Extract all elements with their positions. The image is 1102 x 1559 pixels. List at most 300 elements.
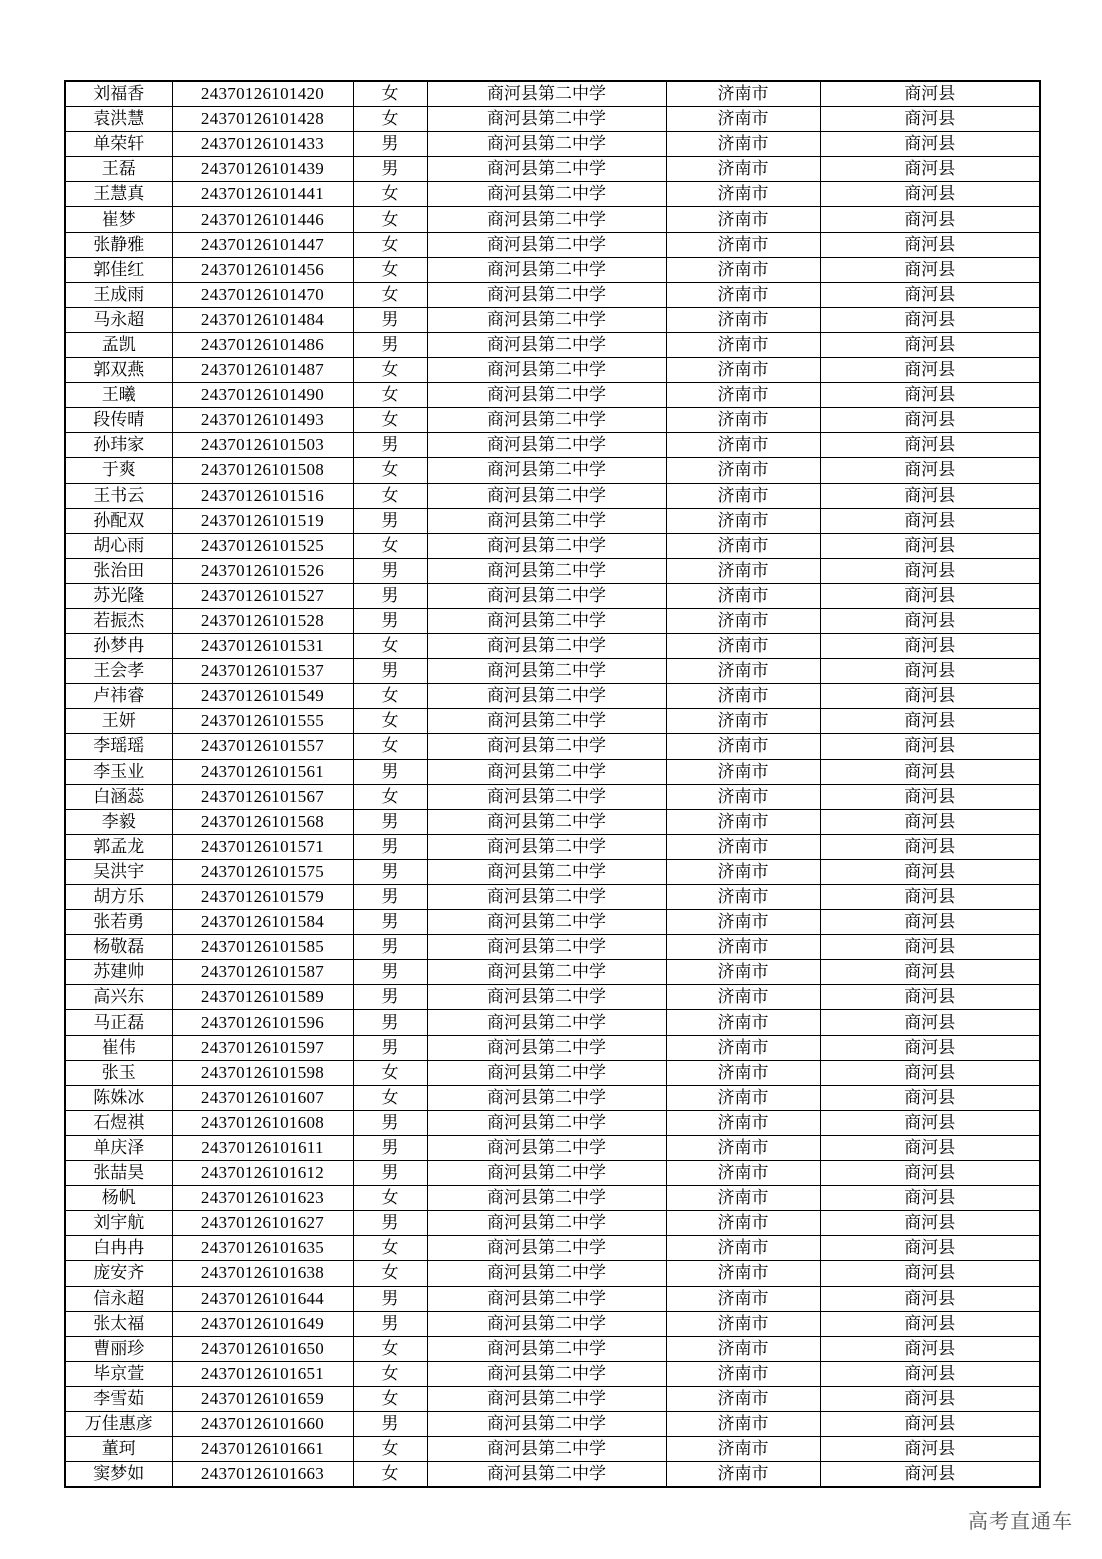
county-cell: 商河县 [820, 232, 1040, 257]
county-cell: 商河县 [820, 583, 1040, 608]
school-cell: 商河县第二中学 [427, 859, 666, 884]
exam-id-cell: 24370126101596 [172, 1010, 353, 1035]
city-cell: 济南市 [666, 1311, 820, 1336]
name-cell: 李瑶瑶 [65, 734, 172, 759]
exam-id-cell: 24370126101623 [172, 1186, 353, 1211]
exam-id-cell: 24370126101649 [172, 1311, 353, 1336]
city-cell: 济南市 [666, 458, 820, 483]
table-row [65, 859, 1040, 884]
school-cell: 商河县第二中学 [427, 182, 666, 207]
school-cell: 商河县第二中学 [427, 608, 666, 633]
school-cell: 商河县第二中学 [427, 659, 666, 684]
table-row [65, 1462, 1040, 1488]
city-cell: 济南市 [666, 1361, 820, 1386]
table-row [65, 508, 1040, 533]
county-cell: 商河县 [820, 1411, 1040, 1436]
school-cell: 商河县第二中学 [427, 1261, 666, 1286]
table-row [65, 282, 1040, 307]
name-cell: 信永超 [65, 1286, 172, 1311]
name-cell: 白涵蕊 [65, 784, 172, 809]
school-cell: 商河县第二中学 [427, 282, 666, 307]
table-row [65, 232, 1040, 257]
name-cell: 张太福 [65, 1311, 172, 1336]
school-cell: 商河县第二中学 [427, 207, 666, 232]
exam-id-cell: 24370126101627 [172, 1211, 353, 1236]
city-cell: 济南市 [666, 1060, 820, 1085]
table-row [65, 358, 1040, 383]
city-cell: 济南市 [666, 1010, 820, 1035]
exam-id-cell: 24370126101584 [172, 910, 353, 935]
gender-cell: 男 [353, 1161, 427, 1186]
school-cell: 商河县第二中学 [427, 1060, 666, 1085]
table-row [65, 458, 1040, 483]
gender-cell: 男 [353, 132, 427, 157]
name-cell: 段传晴 [65, 408, 172, 433]
exam-id-cell: 24370126101585 [172, 935, 353, 960]
table-row [65, 608, 1040, 633]
name-cell: 李毅 [65, 809, 172, 834]
school-cell: 商河县第二中学 [427, 1361, 666, 1386]
school-cell: 商河县第二中学 [427, 834, 666, 859]
school-cell: 商河县第二中学 [427, 533, 666, 558]
name-cell: 若振杰 [65, 608, 172, 633]
county-cell: 商河县 [820, 1311, 1040, 1336]
school-cell: 商河县第二中学 [427, 232, 666, 257]
name-cell: 王慧真 [65, 182, 172, 207]
county-cell: 商河县 [820, 985, 1040, 1010]
table-row [65, 985, 1040, 1010]
school-cell: 商河县第二中学 [427, 910, 666, 935]
gender-cell: 男 [353, 1411, 427, 1436]
school-cell: 商河县第二中学 [427, 107, 666, 132]
county-cell: 商河县 [820, 885, 1040, 910]
name-cell: 张喆昊 [65, 1161, 172, 1186]
city-cell: 济南市 [666, 759, 820, 784]
exam-id-cell: 24370126101433 [172, 132, 353, 157]
school-cell: 商河县第二中学 [427, 458, 666, 483]
school-cell: 商河县第二中学 [427, 1462, 666, 1488]
exam-id-cell: 24370126101516 [172, 483, 353, 508]
county-cell: 商河县 [820, 684, 1040, 709]
name-cell: 吴洪宇 [65, 859, 172, 884]
school-cell: 商河县第二中学 [427, 1186, 666, 1211]
gender-cell: 女 [353, 107, 427, 132]
county-cell: 商河县 [820, 910, 1040, 935]
exam-id-cell: 24370126101493 [172, 408, 353, 433]
city-cell: 济南市 [666, 634, 820, 659]
county-cell: 商河县 [820, 1110, 1040, 1135]
table-row [65, 709, 1040, 734]
exam-id-cell: 24370126101567 [172, 784, 353, 809]
exam-id-cell: 24370126101659 [172, 1386, 353, 1411]
exam-id-cell: 24370126101490 [172, 383, 353, 408]
gender-cell: 男 [353, 583, 427, 608]
exam-id-cell: 24370126101526 [172, 558, 353, 583]
gender-cell: 男 [353, 885, 427, 910]
county-cell: 商河县 [820, 207, 1040, 232]
school-cell: 商河县第二中学 [427, 734, 666, 759]
name-cell: 张若勇 [65, 910, 172, 935]
exam-id-cell: 24370126101484 [172, 307, 353, 332]
county-cell: 商河县 [820, 935, 1040, 960]
gender-cell: 女 [353, 408, 427, 433]
exam-id-cell: 24370126101589 [172, 985, 353, 1010]
gender-cell: 男 [353, 1110, 427, 1135]
gender-cell: 男 [353, 935, 427, 960]
exam-id-cell: 24370126101503 [172, 433, 353, 458]
gender-cell: 女 [353, 1261, 427, 1286]
city-cell: 济南市 [666, 784, 820, 809]
exam-id-cell: 24370126101660 [172, 1411, 353, 1436]
table-row [65, 1035, 1040, 1060]
gender-cell: 男 [353, 834, 427, 859]
city-cell: 济南市 [666, 182, 820, 207]
table-row [65, 483, 1040, 508]
county-cell: 商河县 [820, 132, 1040, 157]
school-cell: 商河县第二中学 [427, 1010, 666, 1035]
city-cell: 济南市 [666, 508, 820, 533]
county-cell: 商河县 [820, 1462, 1040, 1488]
name-cell: 孙玮家 [65, 433, 172, 458]
exam-id-cell: 24370126101598 [172, 1060, 353, 1085]
gender-cell: 女 [353, 383, 427, 408]
county-cell: 商河县 [820, 433, 1040, 458]
city-cell: 济南市 [666, 1186, 820, 1211]
name-cell: 庞安齐 [65, 1261, 172, 1286]
name-cell: 于爽 [65, 458, 172, 483]
county-cell: 商河县 [820, 1211, 1040, 1236]
exam-id-cell: 24370126101486 [172, 332, 353, 357]
exam-id-cell: 24370126101519 [172, 508, 353, 533]
city-cell: 济南市 [666, 885, 820, 910]
school-cell: 商河县第二中学 [427, 558, 666, 583]
exam-id-cell: 24370126101607 [172, 1085, 353, 1110]
gender-cell: 男 [353, 1286, 427, 1311]
table-row [65, 1361, 1040, 1386]
name-cell: 单荣轩 [65, 132, 172, 157]
table-row [65, 383, 1040, 408]
school-cell: 商河县第二中学 [427, 1411, 666, 1436]
city-cell: 济南市 [666, 809, 820, 834]
exam-id-cell: 24370126101508 [172, 458, 353, 483]
exam-id-cell: 24370126101612 [172, 1161, 353, 1186]
table-row [65, 759, 1040, 784]
county-cell: 商河县 [820, 1286, 1040, 1311]
name-cell: 王磊 [65, 157, 172, 182]
county-cell: 商河县 [820, 659, 1040, 684]
gender-cell: 女 [353, 458, 427, 483]
name-cell: 崔伟 [65, 1035, 172, 1060]
name-cell: 袁洪慧 [65, 107, 172, 132]
name-cell: 苏建帅 [65, 960, 172, 985]
table-row [65, 1261, 1040, 1286]
county-cell: 商河县 [820, 1135, 1040, 1160]
school-cell: 商河县第二中学 [427, 332, 666, 357]
exam-id-cell: 24370126101611 [172, 1135, 353, 1160]
table-row [65, 684, 1040, 709]
school-cell: 商河县第二中学 [427, 1437, 666, 1462]
exam-id-cell: 24370126101528 [172, 608, 353, 633]
exam-id-cell: 24370126101635 [172, 1236, 353, 1261]
city-cell: 济南市 [666, 358, 820, 383]
name-cell: 杨敬磊 [65, 935, 172, 960]
gender-cell: 女 [353, 709, 427, 734]
county-cell: 商河县 [820, 1236, 1040, 1261]
city-cell: 济南市 [666, 1085, 820, 1110]
city-cell: 济南市 [666, 608, 820, 633]
gender-cell: 女 [353, 1186, 427, 1211]
exam-id-cell: 24370126101575 [172, 859, 353, 884]
name-cell: 董珂 [65, 1437, 172, 1462]
name-cell: 郭孟龙 [65, 834, 172, 859]
name-cell: 李雪茹 [65, 1386, 172, 1411]
county-cell: 商河县 [820, 1361, 1040, 1386]
gender-cell: 女 [353, 182, 427, 207]
table-row [65, 157, 1040, 182]
table-row [65, 107, 1040, 132]
school-cell: 商河县第二中学 [427, 809, 666, 834]
city-cell: 济南市 [666, 734, 820, 759]
exam-id-cell: 24370126101561 [172, 759, 353, 784]
city-cell: 济南市 [666, 910, 820, 935]
exam-id-cell: 24370126101527 [172, 583, 353, 608]
school-cell: 商河县第二中学 [427, 157, 666, 182]
gender-cell: 男 [353, 307, 427, 332]
table-row [65, 182, 1040, 207]
gender-cell: 男 [353, 508, 427, 533]
school-cell: 商河县第二中学 [427, 1236, 666, 1261]
table-row [65, 1161, 1040, 1186]
county-cell: 商河县 [820, 608, 1040, 633]
gender-cell: 女 [353, 282, 427, 307]
gender-cell: 女 [353, 734, 427, 759]
city-cell: 济南市 [666, 684, 820, 709]
name-cell: 王妍 [65, 709, 172, 734]
exam-id-cell: 24370126101571 [172, 834, 353, 859]
table-row [65, 809, 1040, 834]
name-cell: 杨帆 [65, 1186, 172, 1211]
exam-id-cell: 24370126101661 [172, 1437, 353, 1462]
exam-id-cell: 24370126101579 [172, 885, 353, 910]
exam-id-cell: 24370126101638 [172, 1261, 353, 1286]
name-cell: 孙配双 [65, 508, 172, 533]
county-cell: 商河县 [820, 1035, 1040, 1060]
city-cell: 济南市 [666, 1462, 820, 1488]
table-row [65, 834, 1040, 859]
city-cell: 济南市 [666, 1211, 820, 1236]
name-cell: 刘福香 [65, 81, 172, 107]
gender-cell: 女 [353, 207, 427, 232]
school-cell: 商河县第二中学 [427, 307, 666, 332]
gender-cell: 女 [353, 784, 427, 809]
gender-cell: 女 [353, 1236, 427, 1261]
county-cell: 商河县 [820, 1261, 1040, 1286]
exam-id-cell: 24370126101555 [172, 709, 353, 734]
name-cell: 郭佳红 [65, 257, 172, 282]
name-cell: 王会孝 [65, 659, 172, 684]
name-cell: 郭双燕 [65, 358, 172, 383]
gender-cell: 女 [353, 232, 427, 257]
table-row [65, 1286, 1040, 1311]
table-row [65, 885, 1040, 910]
table-row [65, 332, 1040, 357]
city-cell: 济南市 [666, 583, 820, 608]
table-row [65, 583, 1040, 608]
city-cell: 济南市 [666, 558, 820, 583]
gender-cell: 男 [353, 1211, 427, 1236]
gender-cell: 男 [353, 759, 427, 784]
school-cell: 商河县第二中学 [427, 1135, 666, 1160]
county-cell: 商河县 [820, 558, 1040, 583]
exam-id-cell: 24370126101568 [172, 809, 353, 834]
exam-id-cell: 24370126101470 [172, 282, 353, 307]
name-cell: 高兴东 [65, 985, 172, 1010]
county-cell: 商河县 [820, 257, 1040, 282]
exam-id-cell: 24370126101441 [172, 182, 353, 207]
county-cell: 商河县 [820, 1060, 1040, 1085]
name-cell: 孙梦冉 [65, 634, 172, 659]
name-cell: 胡心雨 [65, 533, 172, 558]
name-cell: 曹丽珍 [65, 1336, 172, 1361]
county-cell: 商河县 [820, 1386, 1040, 1411]
school-cell: 商河县第二中学 [427, 1035, 666, 1060]
school-cell: 商河县第二中学 [427, 935, 666, 960]
table-row [65, 408, 1040, 433]
exam-id-cell: 24370126101651 [172, 1361, 353, 1386]
table-row [65, 1010, 1040, 1035]
name-cell: 王曦 [65, 383, 172, 408]
county-cell: 商河县 [820, 834, 1040, 859]
gender-cell: 男 [353, 1135, 427, 1160]
exam-id-cell: 24370126101650 [172, 1336, 353, 1361]
city-cell: 济南市 [666, 1386, 820, 1411]
name-cell: 崔梦 [65, 207, 172, 232]
school-cell: 商河县第二中学 [427, 709, 666, 734]
gender-cell: 男 [353, 558, 427, 583]
name-cell: 卢祎睿 [65, 684, 172, 709]
county-cell: 商河县 [820, 458, 1040, 483]
county-cell: 商河县 [820, 1010, 1040, 1035]
table-row [65, 257, 1040, 282]
table-row [65, 784, 1040, 809]
school-cell: 商河县第二中学 [427, 784, 666, 809]
city-cell: 济南市 [666, 1135, 820, 1160]
table-row [65, 1135, 1040, 1160]
city-cell: 济南市 [666, 483, 820, 508]
exam-id-cell: 24370126101557 [172, 734, 353, 759]
name-cell: 石煜祺 [65, 1110, 172, 1135]
exam-id-cell: 24370126101608 [172, 1110, 353, 1135]
city-cell: 济南市 [666, 1261, 820, 1286]
name-cell: 孟凯 [65, 332, 172, 357]
table-row [65, 659, 1040, 684]
city-cell: 济南市 [666, 1161, 820, 1186]
city-cell: 济南市 [666, 834, 820, 859]
table-row [65, 910, 1040, 935]
table-row [65, 1411, 1040, 1436]
exam-id-cell: 24370126101525 [172, 533, 353, 558]
gender-cell: 男 [353, 960, 427, 985]
school-cell: 商河县第二中学 [427, 1211, 666, 1236]
county-cell: 商河县 [820, 1161, 1040, 1186]
table-row [65, 1110, 1040, 1135]
table-row [65, 132, 1040, 157]
exam-id-cell: 24370126101428 [172, 107, 353, 132]
school-cell: 商河县第二中学 [427, 383, 666, 408]
gender-cell: 男 [353, 859, 427, 884]
gender-cell: 女 [353, 1336, 427, 1361]
exam-id-cell: 24370126101644 [172, 1286, 353, 1311]
city-cell: 济南市 [666, 157, 820, 182]
city-cell: 济南市 [666, 408, 820, 433]
name-cell: 马正磊 [65, 1010, 172, 1035]
name-cell: 白冉冉 [65, 1236, 172, 1261]
table-row [65, 1186, 1040, 1211]
gender-cell: 女 [353, 1462, 427, 1488]
county-cell: 商河县 [820, 483, 1040, 508]
name-cell: 马永超 [65, 307, 172, 332]
table-row [65, 935, 1040, 960]
gender-cell: 女 [353, 358, 427, 383]
city-cell: 济南市 [666, 859, 820, 884]
school-cell: 商河县第二中学 [427, 483, 666, 508]
table-row [65, 1211, 1040, 1236]
city-cell: 济南市 [666, 282, 820, 307]
table-row [65, 207, 1040, 232]
school-cell: 商河县第二中学 [427, 1286, 666, 1311]
name-cell: 王书云 [65, 483, 172, 508]
county-cell: 商河县 [820, 1437, 1040, 1462]
school-cell: 商河县第二中学 [427, 81, 666, 107]
table-row [65, 1085, 1040, 1110]
city-cell: 济南市 [666, 132, 820, 157]
county-cell: 商河县 [820, 383, 1040, 408]
school-cell: 商河县第二中学 [427, 960, 666, 985]
gender-cell: 女 [353, 1386, 427, 1411]
name-cell: 单庆泽 [65, 1135, 172, 1160]
exam-id-cell: 24370126101597 [172, 1035, 353, 1060]
city-cell: 济南市 [666, 985, 820, 1010]
gender-cell: 女 [353, 684, 427, 709]
county-cell: 商河县 [820, 784, 1040, 809]
city-cell: 济南市 [666, 935, 820, 960]
county-cell: 商河县 [820, 332, 1040, 357]
school-cell: 商河县第二中学 [427, 408, 666, 433]
school-cell: 商河县第二中学 [427, 985, 666, 1010]
city-cell: 济南市 [666, 1110, 820, 1135]
county-cell: 商河县 [820, 1085, 1040, 1110]
county-cell: 商河县 [820, 81, 1040, 107]
city-cell: 济南市 [666, 383, 820, 408]
table-row [65, 558, 1040, 583]
county-cell: 商河县 [820, 809, 1040, 834]
table-row [65, 307, 1040, 332]
county-cell: 商河县 [820, 634, 1040, 659]
name-cell: 万佳惠彦 [65, 1411, 172, 1436]
gender-cell: 女 [353, 257, 427, 282]
city-cell: 济南市 [666, 960, 820, 985]
city-cell: 济南市 [666, 1286, 820, 1311]
name-cell: 刘宇航 [65, 1211, 172, 1236]
exam-id-cell: 24370126101487 [172, 358, 353, 383]
table-row [65, 1336, 1040, 1361]
city-cell: 济南市 [666, 232, 820, 257]
exam-id-cell: 24370126101446 [172, 207, 353, 232]
name-cell: 胡方乐 [65, 885, 172, 910]
exam-id-cell: 24370126101587 [172, 960, 353, 985]
city-cell: 济南市 [666, 1437, 820, 1462]
gender-cell: 女 [353, 1437, 427, 1462]
